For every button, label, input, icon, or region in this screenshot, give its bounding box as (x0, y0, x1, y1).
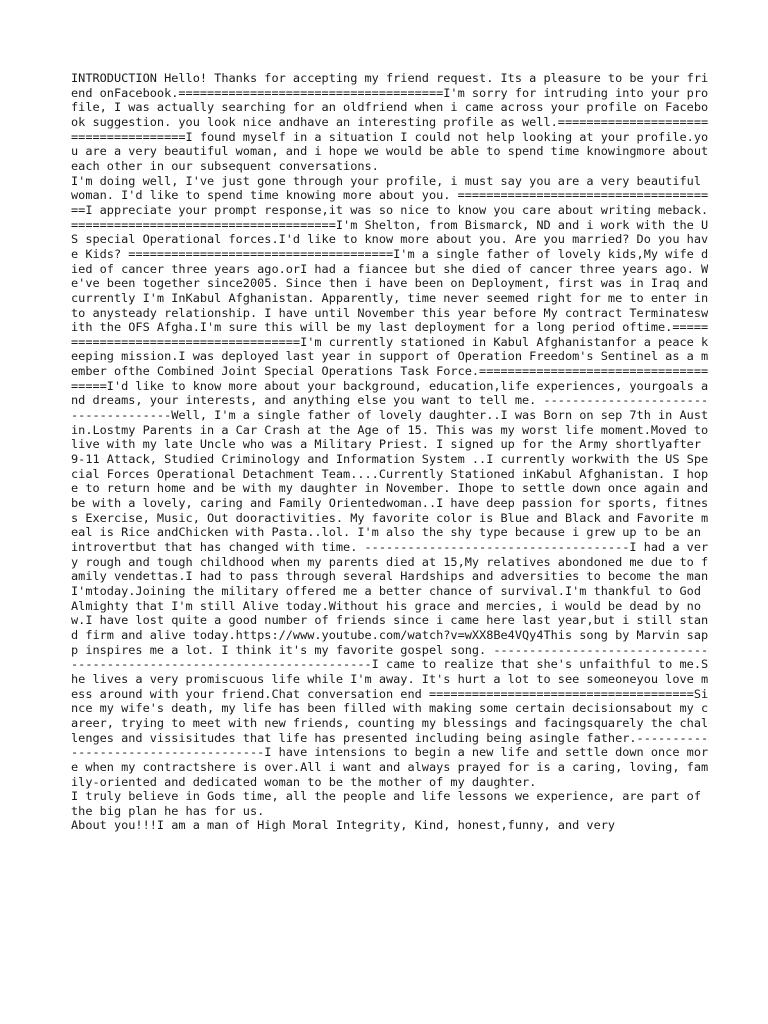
paragraph-gods-time: I truly believe in Gods time, all the people and life lessons we experience, are part of the big plan he has for us. (71, 789, 709, 818)
paragraph-about-you: About you!!!I am a man of High Moral Integrity, Kind, honest,funny, and very (71, 818, 616, 833)
paragraph-introduction: INTRODUCTION Hello! Thanks for accepting my friend request. Its a pleasure to be your friend onFacebook.=====================================I'm sorry for intruding into your profile, I was actually searching for an oldfriend when i came across your profile on Facebook suggestion. you look nice andhave an interesting profile as well.=====================================I found myself in a situation I could not help looking at your profile.you are a very beautiful woman, and i hope we would be able to spend time knowingmore about each other in our subsequent conversations. (71, 71, 716, 173)
document-page (71, 71, 716, 833)
paragraph-conversation: I'm doing well, I've just gone through your profile, i must say you are a very beautiful woman. I'd like to spend time knowing more about you. =====================================I appreciate your prompt response,it was so nice to know you care about writing meback.=====================================I'm Shelton, from Bismarck, ND and i work with the US special Operational forces.I'd like to know more about you. Are you married? Do you have Kids? =====================================I'm a single father of lovely kids,My wife died of cancer three years ago.orI had a fiancee but she died of cancer three years ago. We've been together since2005. Since then i have been on Deployment, first was in Iraq and currently I'm InKabul Afghanistan. Apparently, time never seemed right for me to enter into anysteady relationship. I have until November this year before My contract Terminateswith the OFS Afgha.I'm sure this will be my last deployment for a long period oftime.=====================================I'm currently stationed in Kabul Afghanistanfor a peace keeping mission.I was deployed last year in support of Operation Freedom's Sentinel as a member ofthe Combined Joint Special Operations Task Force.=====================================I'd like to know more about your background, education,life experiences, yourgoals and dreams, your interests, and anything else you want to tell me. -------------------------------------Well, I'm a single father of lovely daughter..I was Born on sep 7th in Austin.Lostmy Parents in a Car Crash at the Age of 15. This was my worst life moment.Moved tolive with my late Uncle who was a Military Priest. I signed up for the Army shortlyafter 9-11 Attack, Studied Criminology and Information System ..I currently workwith the US Special Forces Operational Detachment Team....Currently Stationed inKabul Afghanistan. I hope to return home and be with my daughter in November. Ihope to settle down once again and be with a lovely, caring and Family Orientedwoman..I have deep passion for sports, fitness Exercise, Music, Out dooractivities. My favorite color is Blue and Black and Favorite meal is Rice andChicken with Pasta..lol. I'm also the shy type because i grew up to be an introvertbut that has changed with time. -------------------------------------I had a very rough and tough childhood when my parents died at 15,My relatives abondoned me due to family vendettas.I had to pass through several Hardships and adversities to become the man I'mtoday.Joining the military offered me a better chance of survival.I'm thankful to God Almighty that I'm still Alive today.Without his grace and mercies, i would be dead by now.I have lost quite a good number of friends since i came here last year,but i still stand firm and alive today.https://www.youtube.com/watch?v=wXX8Be4VQy4This song by Marvin sapp inspires me a lot. I think it's my favorite gospel song. ------------------------------------------------------------------------I came to realize that she's unfaithful to me.She lives a very promiscuous life while I'm away. It's hurt a lot to see someoneyou love mess around with your friend.Chat conversation end =====================================Since my wife's death, my life has been filled with making some certain decisionsabout my career, trying to meet with new friends, counting my blessings and facingsquarely the challenges and vissisitudes that life has presented including being asingle father.-------------------------------------I have intensions to begin a new life and settle down once more when my contractshere is over.All i want and always prayed for is a caring, loving, family-oriented and dedicated woman to be the mother of my daughter. (71, 173, 716, 789)
